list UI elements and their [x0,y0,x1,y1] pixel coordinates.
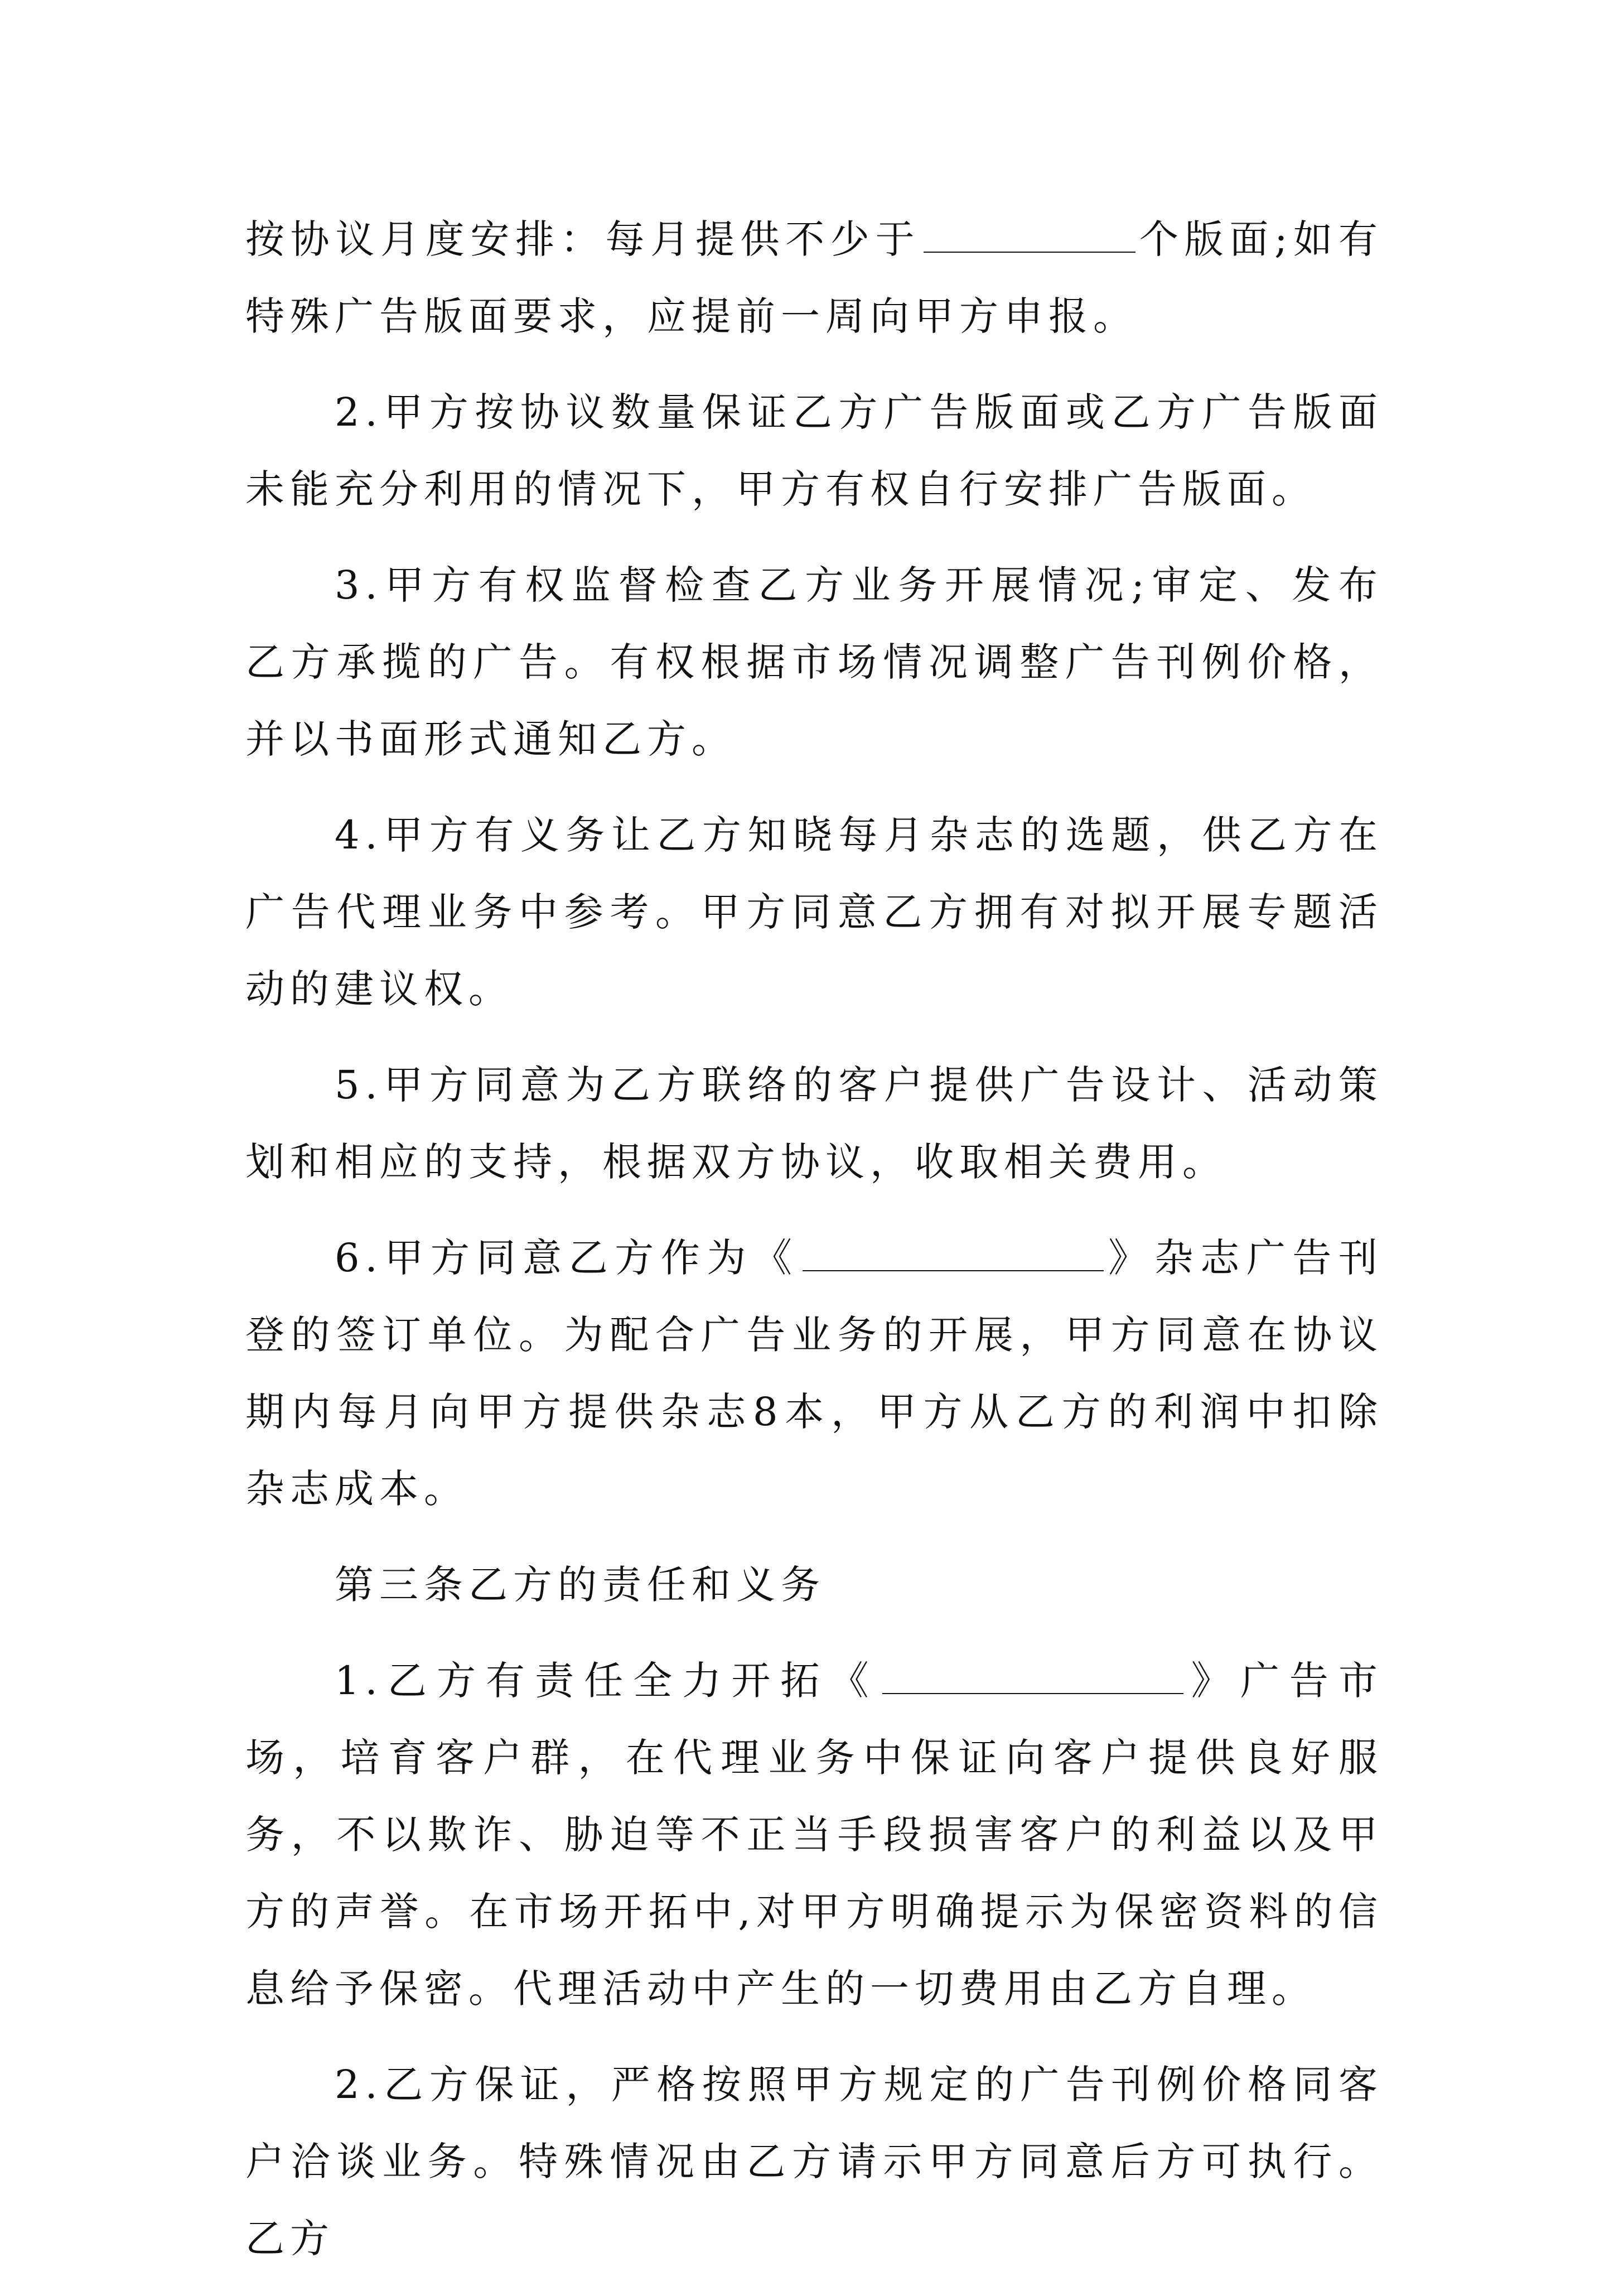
paragraph-text: 》广告市场，培育客户群，在代理业务中保证向客户提供良好服务，不以欺诈、胁迫等不正当手段损害客户的利益以及甲方的声誉。在市场开拓中,对甲方明确提示为保密资料的信息给予保密。代理活动中产生的一切费用由乙方自理。 [245,1658,1383,2012]
paragraph-clause-2-5: 5.甲方同意为乙方联络的客户提供广告设计、活动策划和相应的支持，根据双方协议，收取相关费用。 [245,1062,1383,1185]
paragraph-clause-3-1 [245,1642,1383,2027]
blank-field-page-count [924,216,1135,253]
paragraph-clause-2-6 [245,1219,1383,1527]
paragraph-text: 按协议月度安排：每月提供不少于 [245,216,921,262]
paragraph-clause-2-4: 4.甲方有义务让乙方知晓每月杂志的选题，供乙方在广告代理业务中参考。甲方同意乙方拥有对拟开展专题活动的建议权。 [245,812,1383,1012]
paragraph-monthly-arrangement [245,201,1383,355]
paragraph-text: 个版面;如有特殊广告版面要求，应提前一周向甲方申报。 [245,216,1383,339]
blank-field-magazine-name [882,1657,1183,1694]
paragraph-clause-3-2: 2.乙方保证，严格按照甲方规定的广告刊例价格同客户洽谈业务。特殊情况由乙方请示甲方同意后方可执行。乙方 [245,2062,1383,2261]
paragraph-clause-2-2: 2.甲方按协议数量保证乙方广告版面或乙方广告版面未能充分利用的情况下，甲方有权自行安排广告版面。 [245,389,1383,512]
paragraph-clause-2-3: 3.甲方有权监督检查乙方业务开展情况;审定、发布乙方承揽的广告。有权根据市场情况调整广告刊例价格，并以书面形式通知乙方。 [245,562,1383,762]
section-heading-article-3: 第三条乙方的责任和义务 [335,1562,825,1608]
blank-field-magazine-name [803,1234,1104,1271]
paragraph-text: 1.乙方有责任全力开拓《 [335,1658,879,1704]
paragraph-text: 6.甲方同意乙方作为《 [335,1235,799,1281]
paragraph-text: 》杂志广告刊登的签订单位。为配合广告业务的开展，甲方同意在协议期内每月向甲方提供杂志8本，甲方从乙方的利润中扣除杂志成本。 [245,1235,1383,1512]
document-body [245,201,1383,2296]
